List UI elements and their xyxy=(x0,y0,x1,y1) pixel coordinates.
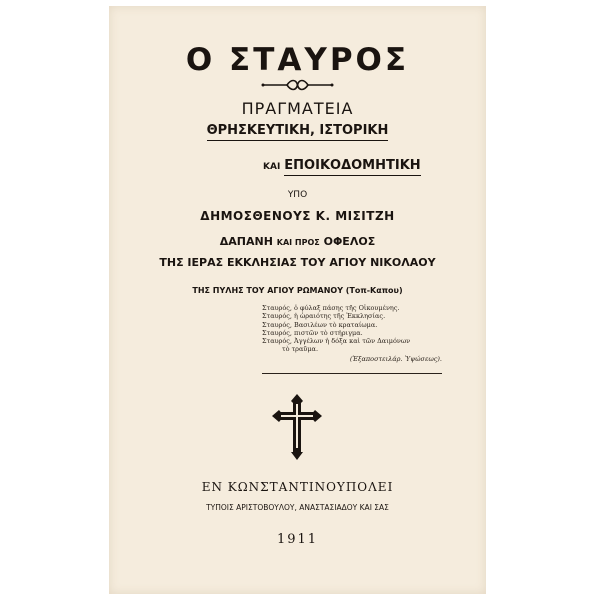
quote-line: Σταυρός, πιστῶν τὸ στήριγμα. xyxy=(262,328,363,337)
quote-divider xyxy=(262,373,442,374)
dapani-a: ΔΑΠΑΝΗ xyxy=(219,235,273,248)
quote-attribution: (Ἐξαποστειλάρ. Ὑψώσεως). xyxy=(349,354,442,363)
dapani-b: ΚΑΙ ΠΡΟΣ xyxy=(276,238,320,247)
quote-line: Σταυρός, Βασιλέων τὸ κραταίωμα. xyxy=(262,320,378,329)
printer-line: ΤΥΠΟΙΣ ΑΡΙΣΤΟΒΟΥΛΟΥ, ΑΝΑΣΤΑΣΙΑΔΟΥ ΚΑΙ ΣΑΣ xyxy=(206,503,389,512)
quote-line: Σταυρός, Ἀγγέλων ἡ δόξα καὶ τῶν Δαιμόνων xyxy=(262,337,411,346)
quote-line: Σταυρός, ὁ φύλαξ πάσης τῆς Οἰκουμένης. xyxy=(262,304,400,312)
quote-line: Σταυρός, ἡ ὡραιότης τῆς Ἐκκλησίας. xyxy=(262,312,386,321)
author-name: ΔΗΜΟΣΘΕΝΟΥΣ Κ. ΜΙΣΙΤΖΗ xyxy=(200,209,395,223)
subtitle-line3: ΕΠΟΙΚΟΔΟΜΗΤΙΚΗ xyxy=(284,158,420,176)
subtitle-line2: ΘΡΗΣΚΕΥΤΙΚΗ, ΙΣΤΟΡΙΚΗ xyxy=(207,123,389,141)
dapani-c: ΟΦΕΛΟΣ xyxy=(323,235,376,248)
subtitle-treatise: ΠΡΑΓΜΑΤΕΙΑ xyxy=(241,99,354,118)
publication-city: ΕΝ ΚΩΝΣΤΑΝΤΙΝΟΥΠΟΛΕΙ xyxy=(201,480,394,494)
quote-line: τὸ τραῦμα. xyxy=(282,345,319,354)
subtitle-religious-historical xyxy=(109,123,486,138)
epigraph-quote xyxy=(262,304,442,363)
gate-location: ΤΗΣ ΠΥΛΗΣ ΤΟΥ ΑΓΙΟΥ ΡΩΜΑΝΟΥ (Τοπ-Καπου) xyxy=(192,286,403,295)
scroll-ornament-icon xyxy=(261,78,334,92)
book-title: Ο ΣΤΑΥΡΟΣ xyxy=(185,42,410,78)
expense-line xyxy=(109,235,486,248)
church-name: ΤΗΣ ΙΕΡΑΣ ΕΚΚΛΗΣΙΑΣ ΤΟΥ ΑΓΙΟΥ ΝΙΚΟΛΑΟΥ xyxy=(159,256,436,269)
subtitle-edifying xyxy=(263,158,421,173)
publication-year: 1911 xyxy=(276,532,319,547)
subtitle-kai: ΚΑΙ xyxy=(263,162,281,172)
cross-icon xyxy=(272,394,322,460)
title-page xyxy=(109,6,486,594)
by-label: ΥΠΟ xyxy=(287,190,308,200)
